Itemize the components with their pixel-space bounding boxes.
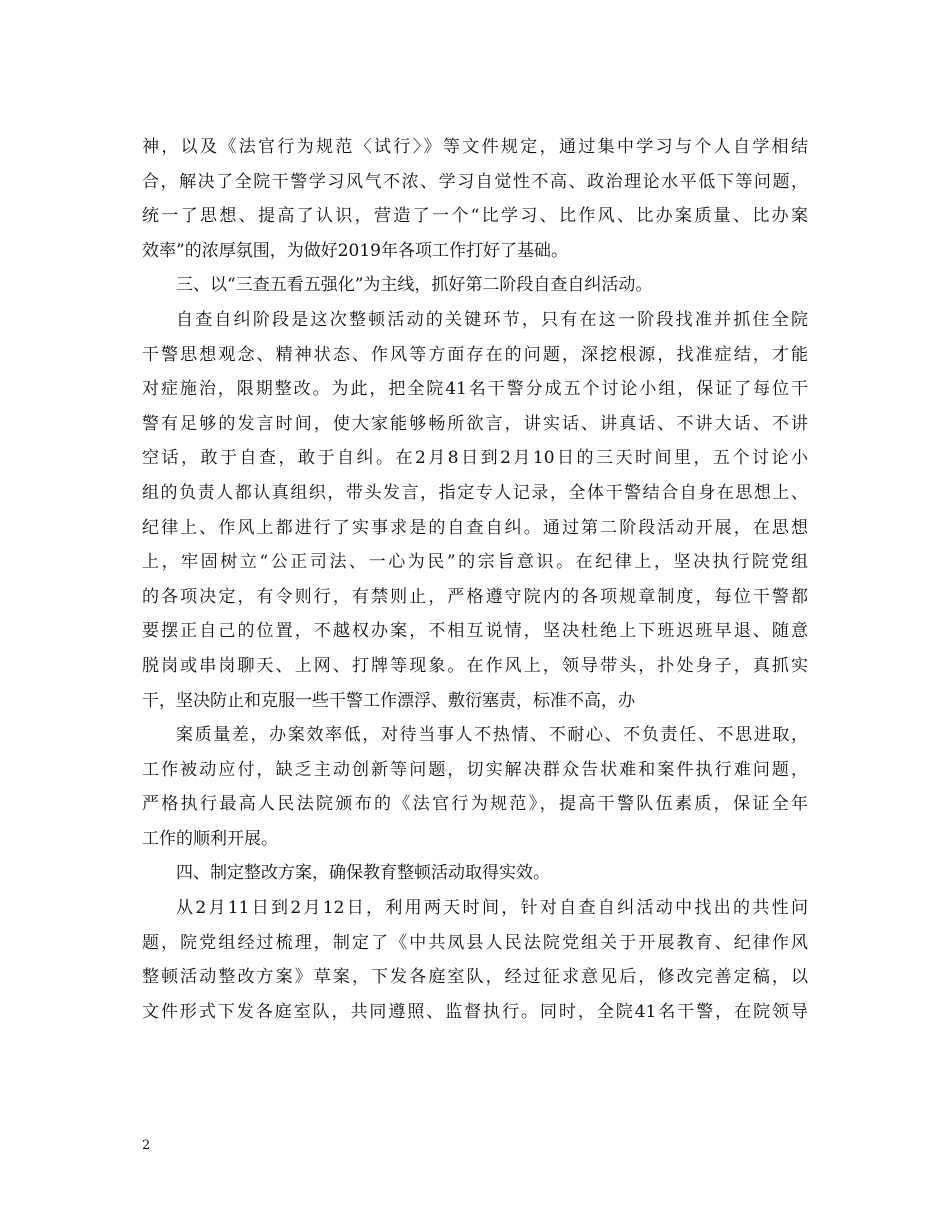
- text-line: 工作的顺利开展。: [142, 828, 278, 849]
- section-heading: 四、制定整改方案，确保教育整顿活动取得实效。: [176, 863, 550, 884]
- text-line: 对症施治，限期整改。为此，把全院41名干警分成五个讨论小组，保证了每位干: [142, 379, 808, 400]
- text-line: 脱岗或串岗聊天、上网、打牌等现象。在作风上，领导带头，扑处身子，真抓实: [142, 655, 808, 676]
- text-line: 从2月11日到2月12日，利用两天时间，针对自查自纠活动中找出的共性问: [176, 898, 808, 919]
- text-line: 题，院党组经过梳理，制定了《中共凤县人民法院党组关于开展教育、纪律作风: [142, 932, 808, 953]
- text-line: 空话，敢于自查，敢于自纠。在2月8日到2月10日的三天时间里，五个讨论小: [142, 448, 808, 469]
- text-line: 效率”的浓厚氛围，为做好2019年各项工作打好了基础。: [142, 240, 568, 261]
- text-line: 工作被动应付，缺乏主动创新等问题，切实解决群众告状难和案件执行难问题，: [142, 759, 808, 780]
- page-number: 2: [142, 1138, 151, 1153]
- section-heading: 三、以“三查五看五强化”为主线，抓好第二阶段自查自纠活动。: [176, 275, 653, 296]
- text-line: 严格执行最高人民法院颁布的《法官行为规范》，提高干警队伍素质，保证全年: [142, 794, 808, 815]
- text-line: 自查自纠阶段是这次整顿活动的关键环节，只有在这一阶段找准并抓住全院: [176, 309, 808, 330]
- text-line: 上，牢固树立“公正司法、一心为民”的宗旨意识。在纪律上，坚决执行院党组: [142, 552, 808, 573]
- text-line: 神，以及《法官行为规范〈试行〉》等文件规定，通过集中学习与个人自学相结: [142, 137, 808, 157]
- text-line: 干，坚决防止和克服一些干警工作漂浮、敷衍塞责，标准不高，办: [142, 690, 635, 711]
- text-line: 文件形式下发各庭室队，共同遵照、监督执行。同时，全院41名干警，在院领导: [142, 1001, 808, 1022]
- text-line: 整顿活动整改方案》草案，下发各庭室队，经过征求意见后，修改完善定稿，以: [142, 967, 808, 988]
- text-line: 合，解决了全院干警学习风气不浓、学习自觉性不高、政治理论水平低下等问题，: [142, 171, 808, 192]
- text-line: 警有足够的发言时间，使大家能够畅所欲言，讲实话、讲真话、不讲大话、不讲: [142, 413, 808, 434]
- text-line: 纪律上、作风上都进行了实事求是的自查自纠。通过第二阶段活动开展，在思想: [142, 517, 808, 538]
- text-line: 的各项决定，有令则行，有禁则止，严格遵守院内的各项规章制度，每位干警都: [142, 586, 808, 607]
- text-line: 组的负责人都认真组织，带头发言，指定专人记录，全体干警结合自身在思想上、: [142, 482, 808, 503]
- body-text: [142, 130, 808, 1029]
- text-line: 干警思想观念、精神状态、作风等方面存在的问题，深挖根源，找准症结，才能: [142, 344, 808, 365]
- text-line: 统一了思想、提高了认识，营造了一个“比学习、比作风、比办案质量、比办案: [142, 206, 808, 227]
- text-line: 要摆正自己的位置，不越权办案，不相互说情，坚决杜绝上下班迟班早退、随意: [142, 621, 808, 642]
- text-line: 案质量差，办案效率低，对待当事人不热情、不耐心、不负责任、不思进取，: [176, 725, 808, 746]
